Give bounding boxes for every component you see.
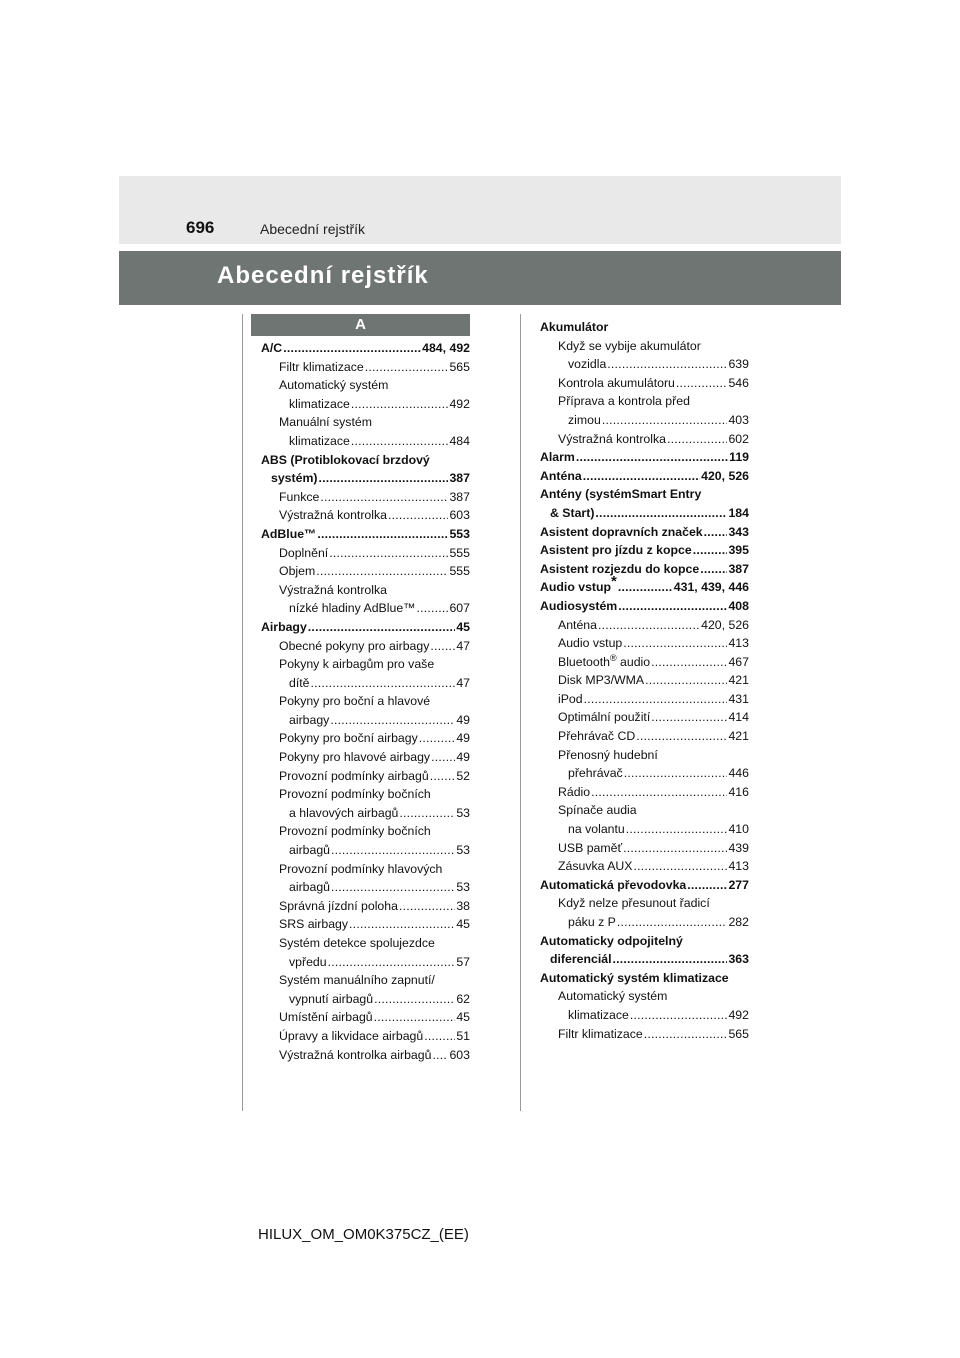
dot-leader [374,990,455,1009]
page-reference: 387 [449,471,470,486]
dot-leader [584,690,728,709]
index-term: Když se vybije akumulátor [558,338,701,353]
page-reference: 416 [728,784,749,799]
page-reference: 492 [449,396,470,411]
index-term: vpředu [289,954,327,969]
page-reference: 363 [728,952,749,967]
index-term: Přenosný hudební [558,747,658,762]
page-reference: 53 [456,880,470,895]
dot-leader [644,1025,728,1044]
dot-leader [576,448,728,467]
index-entry [530,783,749,802]
index-term: Audio vstup [558,636,623,651]
index-entry [530,616,749,635]
index-entry [251,544,470,563]
page-reference: 546 [728,375,749,390]
index-term: Kontrola akumulátoru [558,375,675,390]
index-term: Pokyny pro boční a hlavové [279,694,431,709]
index-term: páku z P [568,915,616,929]
dot-leader [667,430,727,449]
index-entry [530,708,749,727]
index-term: Asistent rozjezdu do kopce [540,561,700,576]
dot-leader [636,727,727,746]
page-reference: 57 [456,954,470,969]
page-number: 696 [186,218,215,237]
page-reference: 413 [728,636,749,651]
index-entry [530,597,749,616]
index-entry [530,337,749,374]
index-entry [251,358,470,377]
index-entry [251,897,470,916]
dot-leader [399,804,455,823]
index-term: Provozní podmínky hlavových [279,861,443,876]
index-term: & Start) [550,505,595,520]
dot-leader [331,878,455,897]
column-divider-middle [520,314,521,1111]
dot-leader [634,857,728,876]
page-reference: 47 [456,638,470,653]
page-reference: 484 [449,433,470,448]
index-term: a hlavových airbagů [289,805,399,820]
dot-leader [416,599,448,618]
index-entry [251,1008,470,1027]
index-term: přehrávač [568,766,623,781]
index-term: Provozní podmínky bočních [279,787,431,802]
index-term: Příprava a kontrola před [558,394,690,409]
index-term: Výstražná kontrolka airbagů [279,1047,432,1062]
page-reference: 49 [456,750,470,765]
index-term: Anténa [558,617,597,632]
page-reference: 38 [456,898,470,913]
index-term: Výstražná kontrolka [279,582,387,597]
index-term: Asistent dopravních značek [540,524,703,539]
index-entry [251,562,470,581]
index-term: Manuální systém [279,415,372,430]
dot-leader [687,876,727,895]
dot-leader [374,1008,456,1027]
index-term: nízké hladiny AdBlue™ [289,601,416,616]
index-entry [530,1025,749,1044]
page-reference: 607 [449,601,470,616]
index-term: ABS (Protiblokovací brzdový [261,452,430,467]
index-entry [251,860,470,897]
index-entry [251,1046,470,1065]
page-reference: 119 [729,450,749,465]
index-term: Automatický systém [558,989,668,1004]
page-reference: 639 [728,357,749,372]
index-entry [530,727,749,746]
index-entry [251,748,470,767]
index-entry [530,746,749,783]
index-term: Systém manuálního zapnutí/ [279,973,435,988]
dot-leader [431,748,455,767]
index-entry [530,374,749,393]
index-entry [251,339,470,358]
index-entry [530,839,749,858]
page-reference: 184 [728,505,749,520]
dot-leader [430,637,455,656]
index-term: AdBlue™ [261,526,317,541]
index-entry [251,413,470,450]
index-term: Když nelze přesunout řadicí [558,896,710,911]
index-term: Spínače audia [558,803,637,818]
dot-leader [645,671,727,690]
column-divider-left [242,314,243,1111]
index-entry [530,634,749,653]
dot-leader [700,560,727,579]
dot-leader [317,525,448,544]
page-reference: 467 [728,654,749,669]
dot-leader [351,395,449,414]
index-entry [530,876,749,895]
index-term: airbagů [289,880,331,895]
page-reference: 602 [728,431,749,446]
dot-leader [651,708,727,727]
index-term: zimou [568,412,601,427]
index-term: Provozní podmínky bočních [279,824,431,839]
index-term: Akumulátor [540,320,609,334]
index-term: diferenciál [550,952,612,967]
dot-leader [598,616,700,635]
dot-leader [318,469,448,488]
page-reference: 555 [449,564,470,579]
index-entry [251,822,470,859]
page-reference: 431 [728,691,749,706]
index-entry [530,857,749,876]
index-term: klimatizace [568,1007,629,1022]
index-term: Automaticky odpojitelný [540,933,683,948]
index-term: Airbagy [261,619,307,634]
dot-leader [595,504,727,523]
page-reference: 565 [449,359,470,374]
page-reference: 603 [449,1047,470,1062]
page-reference: 420, 526 [701,468,749,483]
dot-leader [388,506,448,525]
page-reference: 484, 492 [422,341,470,355]
page-reference: 47 [456,675,470,690]
index-term: Provozní podmínky airbagů [279,768,429,783]
index-term: Umístění airbagů [279,1010,373,1025]
dot-leader [626,820,728,839]
page-reference: 403 [728,412,749,427]
page-reference: 282 [728,915,749,929]
index-term: Doplnění [279,545,329,560]
index-entry [251,451,470,488]
dot-leader [365,358,449,377]
index-entry [251,618,470,637]
index-term: Optimální použití [558,710,651,725]
index-entry [251,785,470,822]
index-entry [251,915,470,934]
dot-leader [704,523,728,542]
page-reference: 53 [456,843,470,858]
index-entry [530,392,749,429]
index-term: USB paměť [558,840,623,855]
index-term: Objem [279,564,316,579]
page-reference: 565 [728,1026,749,1041]
index-entry [251,581,470,618]
page-reference: 52 [456,768,470,783]
dot-leader [328,953,456,972]
dot-leader [613,950,728,969]
index-term: Automatický systém klimatizace [540,970,729,985]
dot-leader [330,711,455,730]
index-entry [530,653,749,672]
index-term: Alarm [540,450,575,465]
dot-leader [329,544,448,563]
index-term: vozidla [568,357,607,372]
index-entry [530,671,749,690]
dot-leader [607,355,727,374]
page-reference: 413 [728,859,749,874]
index-term: Audiosystém [540,598,618,613]
index-entry [530,318,749,337]
index-entry [530,467,749,486]
index-entry [251,692,470,729]
dot-leader [623,634,727,653]
index-entry [251,506,470,525]
page-reference: 387 [728,561,749,576]
index-entry [530,932,749,969]
index-column-left [251,339,470,1064]
index-entry [530,430,749,449]
index-entry [530,523,749,542]
running-title: Abecední rejstřík [260,221,366,237]
page-reference: 492 [728,1007,749,1022]
page-reference: 446 [728,766,749,781]
index-entry [251,767,470,786]
dot-leader [283,339,421,358]
page-reference: 45 [456,619,470,634]
page-reference: 421 [728,729,749,744]
index-term: Antény (systémSmart Entry [540,487,702,502]
index-term: Systém detekce spolujezdce [279,936,435,950]
index-term: vypnutí airbagů [289,991,374,1006]
page-reference: 53 [456,805,470,820]
index-term: Filtr klimatizace [279,359,364,374]
index-term: iPod [558,691,583,706]
index-entry [530,560,749,579]
dot-leader [430,767,456,786]
index-term: Obecné pokyny pro airbagy [279,638,430,653]
dot-leader [618,578,673,597]
index-entry [251,934,470,971]
index-entry [251,1027,470,1046]
index-term: Bluetooth® audio [558,652,651,669]
dot-leader [419,729,456,748]
index-term: Výstražná kontrolka [279,508,387,523]
page-reference: 603 [449,508,470,523]
index-entry [530,485,749,522]
page-reference: 420, 526 [701,617,749,632]
page-reference: 45 [456,1010,470,1025]
index-entry [251,376,470,413]
header-band [119,176,841,244]
dot-leader [618,597,727,616]
page-reference: 277 [728,877,749,892]
dot-leader [630,1006,728,1025]
page-reference: 421 [728,673,749,688]
chapter-title: Abecední rejstřík [217,262,429,289]
dot-leader [399,897,455,916]
dot-leader [651,653,727,672]
page-reference: 49 [456,731,470,746]
index-column-right [530,318,749,1043]
index-entry [251,525,470,544]
page-reference: 408 [728,598,749,613]
index-entry [530,894,749,931]
index-term: Zásuvka AUX [558,859,633,874]
index-entry [530,969,749,988]
page-reference: 51 [456,1028,470,1043]
index-term: SRS airbagy [279,917,349,932]
page-reference: 49 [456,712,470,727]
index-term: airbagy [289,712,330,727]
footer-code: HILUX_OM_OM0K375CZ_(EE) [258,1226,469,1243]
index-term: A/C [261,341,283,355]
index-term: dítě [289,675,310,690]
dot-leader [583,467,700,486]
index-term: Audio vstup* [540,573,617,595]
page-reference: 62 [456,991,470,1006]
index-term: airbagů [289,843,331,858]
index-term: Disk MP3/WMA [558,673,645,688]
index-term: Anténa [540,468,582,483]
index-term: Pokyny k airbagům pro vaše [279,657,435,672]
index-entry [251,655,470,692]
dot-leader [349,915,455,934]
index-term: Úpravy a likvidace airbagů [279,1028,424,1043]
page-reference: 414 [728,710,749,725]
dot-leader [320,488,448,507]
dot-leader [623,839,727,858]
dot-leader [624,764,728,783]
index-entry [530,690,749,709]
index-term: Pokyny pro boční airbagy [279,731,418,746]
dot-leader [308,618,456,637]
index-term: Rádio [558,784,591,799]
page-reference: 387 [449,489,470,504]
index-entry [530,448,749,467]
dot-leader [676,374,728,393]
page-reference: 45 [456,917,470,932]
dot-leader [693,541,728,560]
index-term: Automatická převodovka [540,877,687,892]
index-entry [251,488,470,507]
dot-leader [591,783,727,802]
index-entry [530,541,749,560]
index-entry [530,987,749,1024]
index-term: Asistent pro jízdu z kopce [540,543,692,558]
index-term: Pokyny pro hlavové airbagy [279,750,431,765]
page-reference: 431, 439, 446 [673,580,749,595]
page-reference: 553 [449,526,470,541]
index-entry [530,801,749,838]
dot-leader [617,913,728,932]
index-entry [251,637,470,656]
dot-leader [432,1046,448,1065]
index-term: systém) [271,471,318,486]
index-term: Funkce [279,489,320,504]
section-letter-header: A [251,314,470,336]
page-reference: 439 [728,840,749,855]
dot-leader [311,674,456,693]
index-term: Automatický systém [279,378,389,393]
dot-leader [331,841,455,860]
page-reference: 410 [728,822,749,837]
dot-leader [316,562,448,581]
index-term: klimatizace [289,396,350,411]
dot-leader [351,432,449,451]
dot-leader [602,411,728,430]
page-reference: 555 [449,545,470,560]
index-term: Přehrávač CD [558,729,636,744]
index-term: klimatizace [289,433,350,448]
index-term: Filtr klimatizace [558,1026,643,1041]
page-reference: 395 [728,543,749,558]
index-entry [251,729,470,748]
index-term: Výstražná kontrolka [558,431,666,446]
index-entry [251,971,470,1008]
index-term: na volantu [568,822,625,837]
index-term: Správná jízdní poloha [279,898,398,913]
page-reference: 343 [728,524,749,539]
dot-leader [424,1027,455,1046]
index-entry [530,573,749,597]
